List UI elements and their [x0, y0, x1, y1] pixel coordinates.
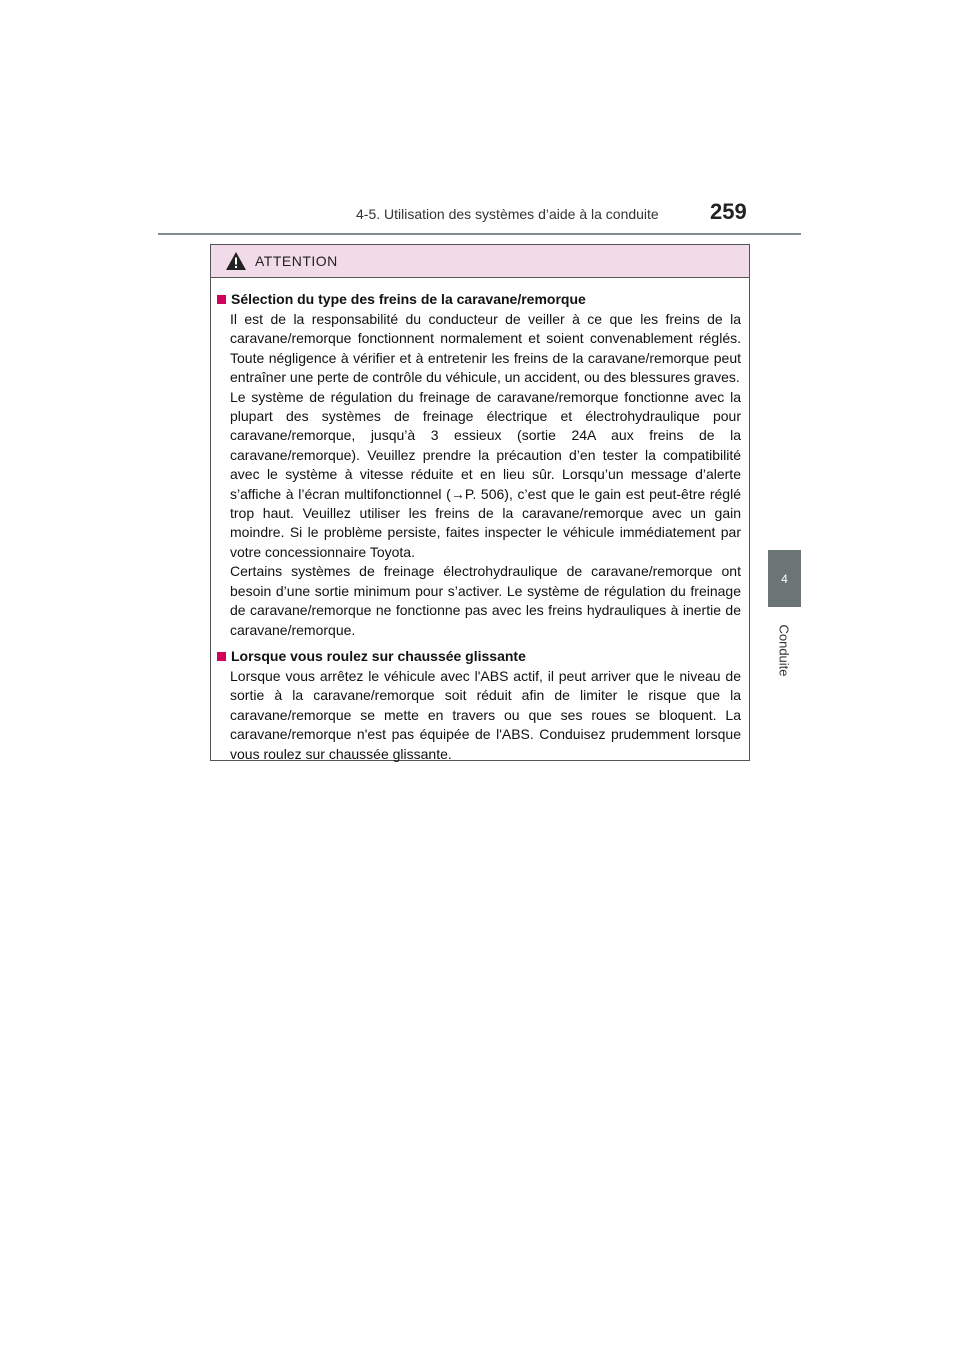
section-heading-text: Sélection du type des freins de la caravane/remorque [231, 291, 586, 307]
warning-title: ATTENTION [255, 253, 338, 269]
section-title: 4-5. Utilisation des systèmes d’aide à la conduite [356, 206, 659, 222]
paragraph: Le système de régulation du freinage de caravane/remorque fonctionne avec la plupart des systèmes de freinage électrique et électrohydraulique pour caravane/remorque, jusqu’à 3 essieux (sortie 24A aux freins de la caravane/remorque). Veuillez prendre la précaution d’en tester la compatibilité avec le système à vitesse réduite et en lieu sûr. Lorsqu’un message d’alerte s’affiche à l’écran multifonctionnel (→P. 506), c’est que le gain est peut-être réglé trop haut. Veuillez utiliser les freins de la caravane/remorque avec un gain moindre. Si le problème persiste, faites inspecter le véhicule immédiatement par votre concessionnaire Toyota. [230, 388, 741, 560]
warning-box-header [211, 245, 749, 278]
page-number: 259 [710, 199, 747, 224]
warning-section [217, 290, 741, 640]
section-heading [217, 290, 741, 309]
warning-box [210, 244, 750, 761]
chapter-side-label [767, 620, 801, 680]
chapter-label: Conduite [776, 623, 792, 677]
warning-section [217, 647, 741, 764]
warning-box-body [211, 278, 749, 764]
paragraph: Il est de la responsabilité du conducteur de veiller à ce que les freins de la caravane/remorque fonctionnent normalement et soient convenablement réglés. Toute négligence à vérifier et à entretenir les freins de la caravane/remorque peut entraîner une perte de contrôle du véhicule, un accident, ou des blessures graves. [230, 311, 741, 386]
header-divider [158, 233, 801, 235]
bullet-square-icon [217, 652, 226, 661]
section-heading [217, 647, 741, 666]
paragraph: Certains systèmes de freinage électrohydraulique de caravane/remorque ont besoin d’une sortie minimum pour s’activer. Le système de régulation du freinage de caravane/remorque ne fonctionne pas avec les freins hydrauliques à inertie de caravane/remorque. [230, 563, 741, 638]
warning-triangle-icon [225, 251, 247, 271]
paragraph: Lorsque vous arrêtez le véhicule avec l'ABS actif, il peut arriver que le niveau de sortie à la caravane/remorque soit réduit afin de limiter le risque que la caravane/remorque se mette en travers ou que ses roues se bloquent. La caravane/remorque n'est pas équipée de l'ABS. Conduisez prudemment lorsque vous roulez sur chaussée glissante. [230, 667, 741, 762]
section-heading-text: Lorsque vous roulez sur chaussée glissante [231, 647, 526, 664]
bullet-square-icon [217, 295, 226, 304]
chapter-number: 4 [781, 571, 788, 586]
chapter-tab [768, 550, 801, 607]
